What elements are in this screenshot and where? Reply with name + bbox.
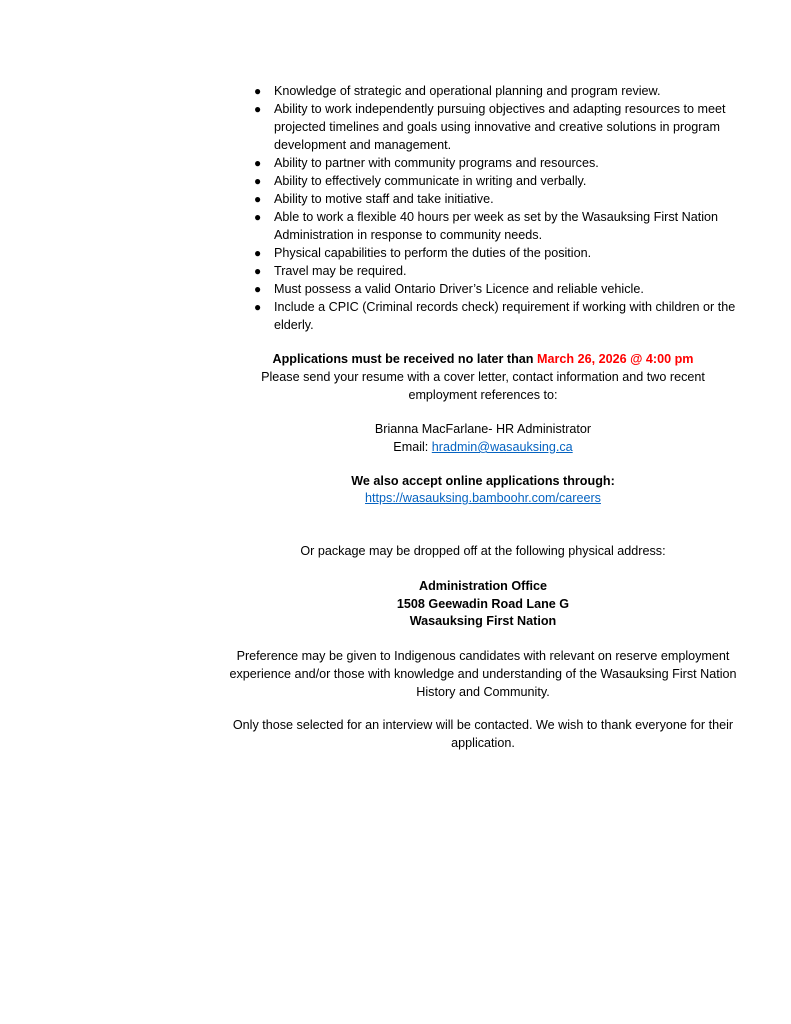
instructions-text: Please send your resume with a cover letter, contact information and two recent employment references to: xyxy=(261,370,705,402)
online-link-line xyxy=(228,489,738,507)
list-item xyxy=(248,244,740,262)
closing-text: Only those selected for an interview will be contacted. We wish to thank everyone for their application. xyxy=(232,718,734,750)
email-link[interactable]: hradmin@wasauksing.ca xyxy=(431,440,573,454)
deadline-label: Applications must be received no later than xyxy=(272,352,534,366)
contact-name: Brianna MacFarlane- HR Administrator xyxy=(374,422,592,436)
qualifications-list xyxy=(248,82,740,334)
list-item xyxy=(248,298,740,334)
deadline-line xyxy=(228,350,738,368)
list-item xyxy=(248,154,740,172)
deadline-date: March 26, 2026 @ 4:00 pm xyxy=(537,352,694,366)
bullet-icon: ● xyxy=(254,282,262,296)
address-line-1: Administration Office xyxy=(418,579,548,593)
list-item-text: Include a CPIC (Criminal records check) requirement if working with children or the elderly. xyxy=(274,300,736,332)
bullet-icon: ● xyxy=(254,246,262,260)
address-line-2: 1508 Geewadin Road Lane G xyxy=(396,597,570,611)
bullet-icon: ● xyxy=(254,174,262,188)
bullet-icon: ● xyxy=(254,264,262,278)
bullet-icon: ● xyxy=(254,210,262,224)
email-label: Email: xyxy=(393,440,429,454)
bullet-icon: ● xyxy=(254,300,262,314)
online-label: We also accept online applications through: xyxy=(351,474,615,488)
list-item xyxy=(248,82,740,100)
dropoff-text: Or package may be dropped off at the following physical address: xyxy=(300,544,666,558)
careers-link[interactable]: https://wasauksing.bamboohr.com/careers xyxy=(365,491,601,505)
contact-email-line xyxy=(228,438,738,456)
list-item-text: Able to work a flexible 40 hours per week as set by the Wasauksing First Nation Administration in response to community needs. xyxy=(274,210,719,242)
list-item-text: Must possess a valid Ontario Driver’s Licence and reliable vehicle. xyxy=(274,282,644,296)
list-item-text: Knowledge of strategic and operational planning and program review. xyxy=(274,84,661,98)
bullet-icon: ● xyxy=(254,192,262,206)
list-item xyxy=(248,280,740,298)
list-item xyxy=(248,190,740,208)
list-item-text: Travel may be required. xyxy=(274,264,407,278)
bullet-icon: ● xyxy=(254,84,262,98)
bullet-icon: ● xyxy=(254,156,262,170)
list-item xyxy=(248,172,740,190)
list-item xyxy=(248,208,740,244)
bullet-icon: ● xyxy=(254,102,262,116)
list-item xyxy=(248,100,740,154)
preference-text: Preference may be given to Indigenous candidates with relevant on reserve employment experience and/or those with knowledge and understanding of the Wasauksing First Nation History and Community. xyxy=(229,649,737,699)
list-item-text: Ability to motive staff and take initiative. xyxy=(274,192,494,206)
list-item-text: Ability to work independently pursuing objectives and adapting resources to meet projected timelines and goals using innovative and creative solutions in program development and management. xyxy=(274,102,726,152)
list-item-text: Ability to partner with community programs and resources. xyxy=(274,156,599,170)
list-item-text: Ability to effectively communicate in writing and verbally. xyxy=(274,174,587,188)
address-line-3: Wasauksing First Nation xyxy=(409,614,557,628)
list-item-text: Physical capabilities to perform the duties of the position. xyxy=(274,246,592,260)
list-item xyxy=(248,262,740,280)
